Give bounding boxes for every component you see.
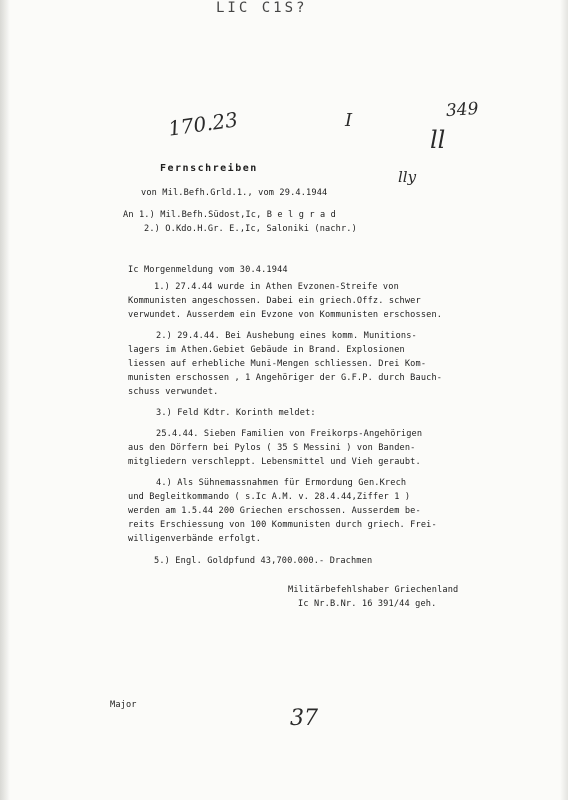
item-1-line-1: 1.) 27.4.44 wurde in Athen Evzonen-Streife von [154,282,399,292]
item-2-line-3: liessen auf erhebliche Muni-Mengen schliessen. Drei Kom- [128,359,427,369]
document-title: Fernschreiben [160,163,258,174]
rank-label: Major [110,700,137,710]
handwritten-mark-center: I [345,110,353,131]
handwritten-file-ref: 170.23 [166,107,240,141]
top-stamp: LIC C1S? [216,0,308,16]
handwritten-page-number: 37 [290,706,318,731]
item-4-line-5: willigenverbände erfolgt. [128,534,262,544]
item-3-line-1: 3.) Feld Kdtr. Korinth meldet: [156,408,316,418]
from-line: von Mil.Befh.Grld.1., vom 29.4.1944 [141,188,328,198]
signature-ref: Ic Nr.B.Nr. 16 391/44 geh. [298,599,437,609]
item-3-line-2: 25.4.44. Sieben Familien von Freikorps-Angehörigen [156,429,423,439]
signature-office: Militärbefehlshaber Griechenland [288,585,459,595]
handwritten-mark-right: ll [430,126,446,154]
item-3-line-3: aus den Dörfern bei Pylos ( 35 S Messini ) von Banden- [128,443,416,453]
item-2-line-5: schuss verwundet. [128,387,219,397]
item-2-line-1: 2.) 29.4.44. Bei Aushebung eines komm. Munitions- [156,331,417,341]
recipient-1: An 1.) Mil.Befh.Südost,Ic, B e l g r a d [123,210,336,220]
item-4-line-4: reits Erschiessung von 100 Kommunisten durch griech. Frei- [128,520,437,530]
item-2-line-4: munisten erschossen , 1 Angehöriger der G.F.P. durch Bauch- [128,373,443,383]
scan-shadow-right [560,0,568,800]
handwritten-mark-right-2: lly [398,168,417,186]
recipient-2: 2.) O.Kdo.H.Gr. E.,Ic, Saloniki (nachr.) [144,224,357,234]
item-2-line-2: lagers im Athen.Gebiet Gebäude in Brand. Explosionen [128,345,405,355]
item-1-line-2: Kommunisten angeschossen. Dabei ein griech.Offz. schwer [128,296,421,306]
item-1-line-3: verwundet. Ausserdem ein Evzone von Kommunisten erschossen. [128,310,443,320]
subject-line: Ic Morgenmeldung vom 30.4.1944 [128,265,288,275]
item-4-line-3: werden am 1.5.44 200 Griechen erschossen. Ausserdem be- [128,506,421,516]
item-4-line-2: und Begleitkommando ( s.Ic A.M. v. 28.4.44,Ziffer 1 ) [128,492,411,502]
handwritten-number-right: 349 [445,98,480,122]
item-5-line-1: 5.) Engl. Goldpfund 43,700.000.- Drachmen [154,556,373,566]
item-3-line-4: mitgliedern verschleppt. Lebensmittel und Vieh geraubt. [128,457,421,467]
item-4-line-1: 4.) Als Sühnemassnahmen für Ermordung Gen.Krech [156,478,407,488]
scan-shadow-left [0,0,10,800]
